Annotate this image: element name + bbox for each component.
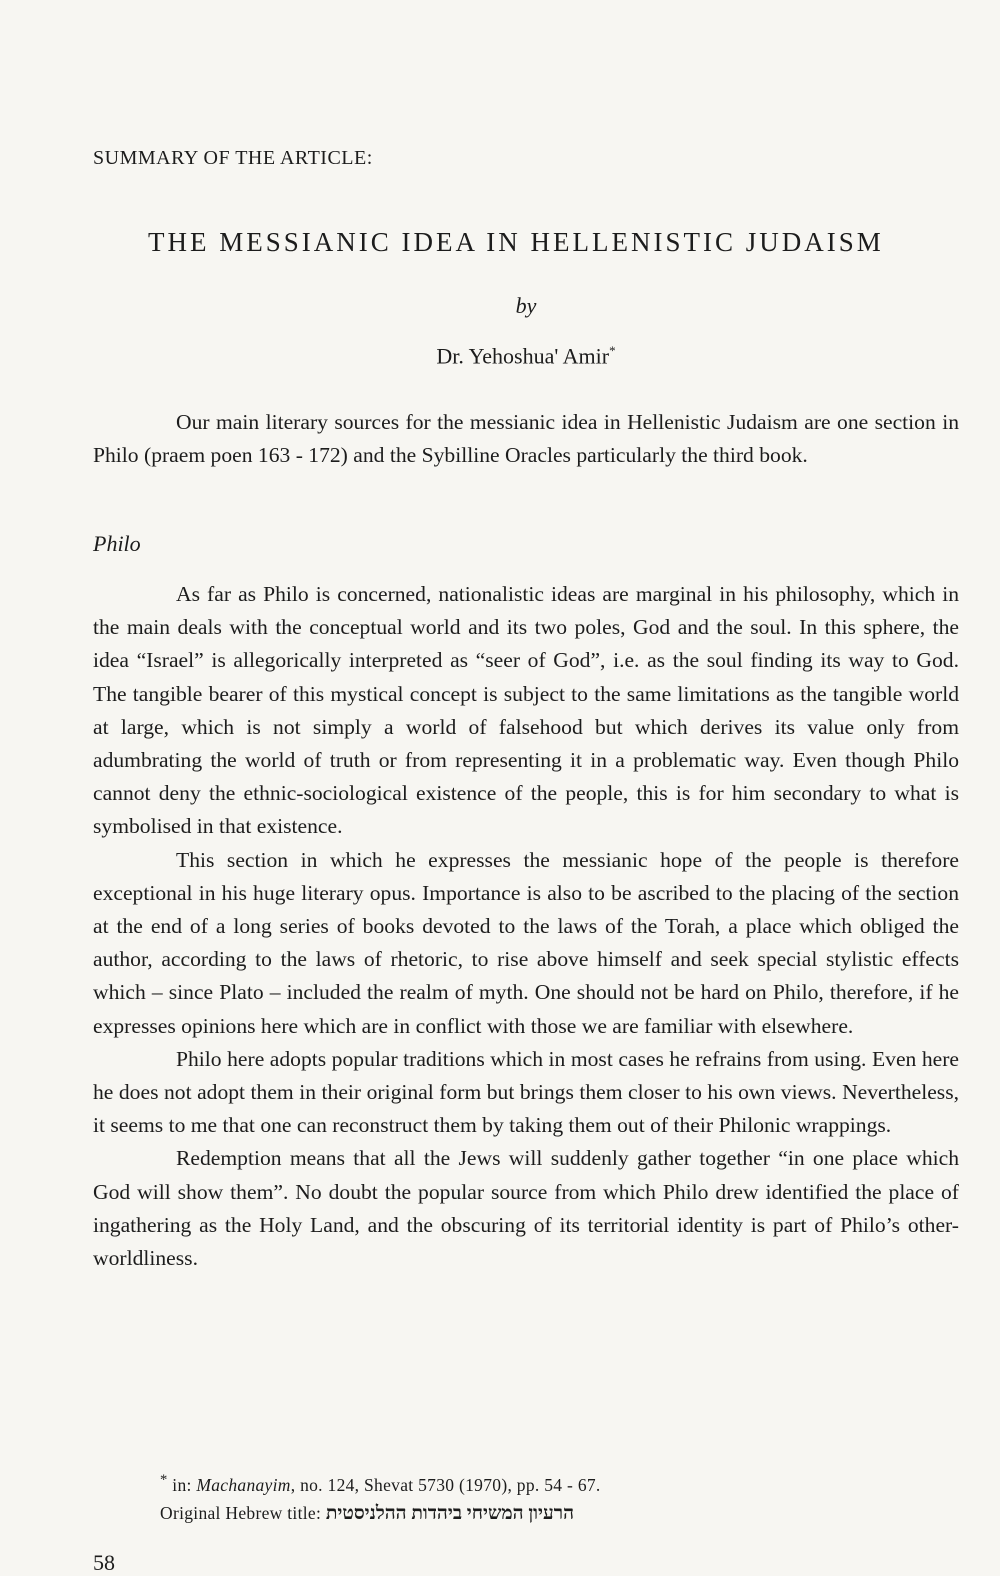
byline-by: by (515, 293, 537, 318)
footnote-mark: * (160, 1472, 168, 1488)
article-page (93, 0, 959, 1575)
hebrew-title: הרעיון המשיחי ביהדות ההלניסטית (325, 1502, 575, 1524)
author-line (93, 343, 959, 369)
article-title: THE MESSIANIC IDEA IN HELLENISTIC JUDAISM (148, 227, 884, 257)
body-paragraph: This section in which he expresses the messianic hope of the people is therefore exceptional in his huge literary opus. Importance is also to be ascribed to the placing of the section at the end of a long series of books devoted to the laws of the Torah, a place which obliged the author, according to the laws of rhetoric, to rise above himself and seek special stylistic effects which – since Plato – included the realm of myth. One should not be hard on Philo, therefore, if he expresses opinions here which are in conflict with those we are familiar with elsewhere. (93, 847, 959, 1038)
intro-paragraph: Our main literary sources for the messianic idea in Hellenistic Judaism are one section in Philo (praem poen 163 - 172) and the Sybilline Oracles particularly the third book. (93, 410, 959, 468)
author-name: Dr. Yehoshua' Amir (436, 343, 610, 369)
section-heading: Philo (93, 531, 141, 556)
philo-section (93, 578, 959, 1275)
summary-kicker: SUMMARY OF THE ARTICLE: (93, 147, 373, 169)
footnote-citation (160, 1466, 601, 1499)
footnote-details: , no. 124, Shevat 5730 (1970), pp. 54 - 67. (290, 1474, 601, 1495)
footnote-original-title (160, 1499, 601, 1528)
page-number: 58 (93, 1550, 115, 1575)
body-paragraph: As far as Philo is concerned, nationalistic ideas are marginal in his philosophy, which in the main deals with the conceptual world and its two poles, God and the soul. In this sphere, the idea “Israel” is allegorically interpreted as “seer of God”, i.e. as the soul finding its way to God. The tangible bearer of this mystical concept is subject to the same limitations as the tangible world at large, which is not simply a world of falsehood but which derives its value only from adumbrating the world of truth or from representing it in a problematic way. Even though Philo cannot deny the ethnic-sociological existence of the people, this is for him secondary to what is symbolised in that existence. (93, 582, 959, 839)
body-paragraph: Redemption means that all the Jews will suddenly gather together “in one place which God will show them”. No doubt the popular source from which Philo drew identified the place of ingathering as the Holy Land, and the obscuring of its territorial identity is part of Philo’s other-worldliness. (93, 1146, 959, 1271)
intro-section (93, 406, 959, 472)
body-paragraph: Philo here adopts popular traditions which in most cases he refrains from using. Even here he does not adopt them in their original form but brings them closer to his own views. Nevertheless, it seems to me that one can reconstruct them by taking them out of their Philonic wrappings. (93, 1046, 959, 1138)
footnote (160, 1466, 601, 1528)
footnote-journal: Machanayim (196, 1474, 291, 1495)
footnote-prefix: in: (172, 1474, 192, 1495)
author-footnote-mark: * (609, 343, 616, 358)
original-title-label: Original Hebrew title: (160, 1502, 322, 1523)
